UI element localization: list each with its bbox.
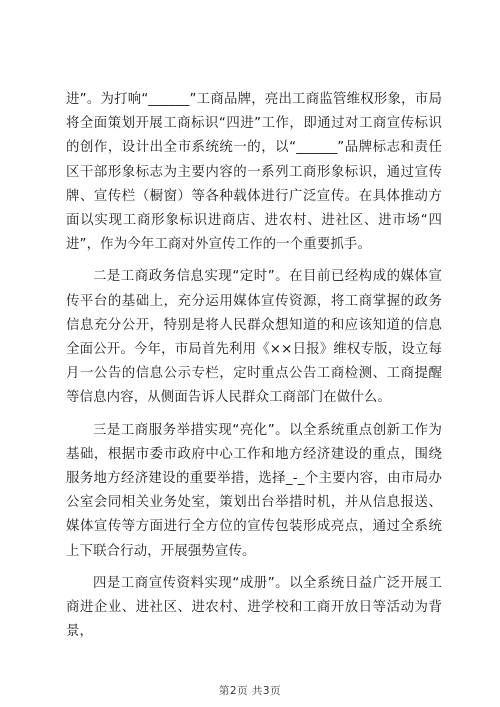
paragraph-item-2: 二是工商政务信息实现“定时”。在目前已经构成的媒体宣传平台的基础上，充分运用媒体宣传资源，将工商掌握的政务信息充分公开，特别是将人民群众想知道的和应该知道的信息全面公开。今年，市局首先利用《××日报》维权专版，设立每月一公告的信息公示专栏，定时重点公告工商检测、工商提醒等信息内容，从侧面告诉人民群众工商部门在做什么。 bbox=[66, 269, 442, 406]
paragraph-item-3: 三是工商服务举措实现“亮化”。以全系统重点创新工作为基础，根据市委市政府中心工作和地方经济建设的重点，围绕服务地方经济建设的重要举措，选择_-_个主要内容，由市局办公室会同相关业务处室，策划出台举措时机，并从信息报送、媒体宣传等方面进行全方位的宣传包装形成亮点，通过全系统上下联合行动，开展强势宣传。 bbox=[66, 422, 442, 559]
document-body bbox=[66, 88, 442, 644]
page-number-footer: 第2页 共3页 bbox=[218, 685, 282, 697]
paragraph-continuation: 进”。为打响“______”工商品牌，亮出工商监管维权形象，市局将全面策划开展工商标识“四进”工作，即通过对工商宣传标识的创作，设计出全市系统统一的，以“______”品牌标志和责任区干部形象标志为主要内容的一系列工商形象标识，通过宣传牌、宣传栏（橱窗）等各种载体进行广泛宣传。在具体推动方面以实现工商形象标识进商店、进农村、进社区、进市场“四进”，作为今年工商对外宣传工作的一个重要抓手。 bbox=[66, 92, 442, 253]
paragraph-item-4: 四是工商宣传资料实现“成册”。以全系统日益广泛开展工商进企业、进社区、进农村、进学校和工商开放日等活动为背景， bbox=[66, 575, 442, 640]
